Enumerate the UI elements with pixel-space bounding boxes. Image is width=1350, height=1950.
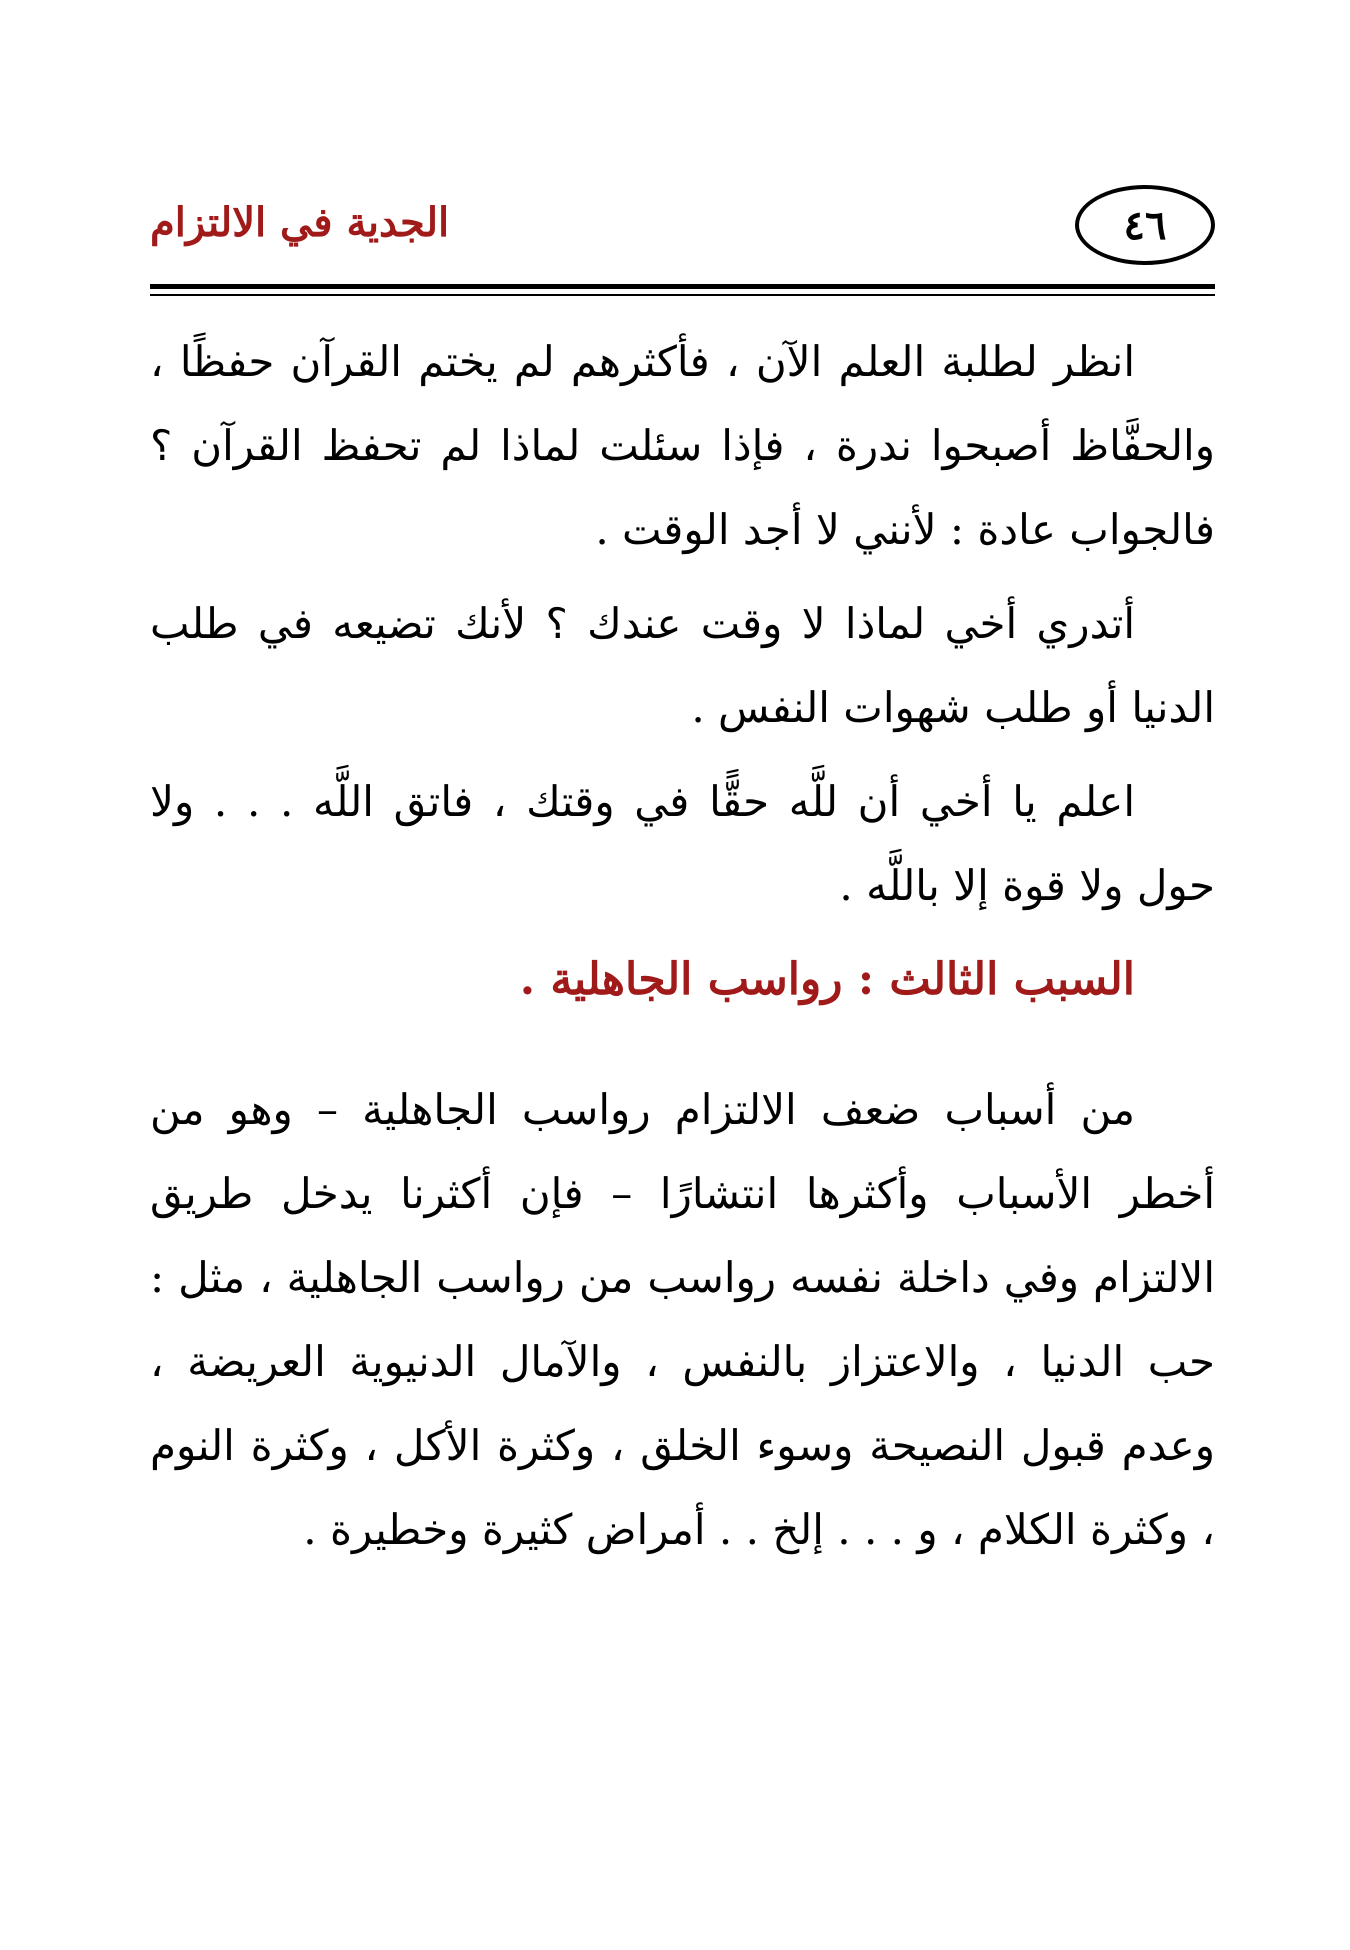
- header-rule-thin: [150, 294, 1215, 296]
- header-rule-thick: [150, 284, 1215, 289]
- paragraph: أتدري أخي لماذا لا وقت عندك ؟ لأنك تضيعه في طلب الدنيا أو طلب شهوات النفس .: [150, 599, 1215, 732]
- paragraph: اعلم يا أخي أن للَّه حقًّا في وقتك ، فاتق اللَّه . . . ولا حول ولا قوة إلا باللَّه .: [150, 777, 1215, 910]
- body-text: [150, 320, 1215, 1582]
- page-number: ٤٦: [1075, 185, 1215, 265]
- section-paragraph: من أسباب ضعف الالتزام رواسب الجاهلية – وهو من أخطر الأسباب وأكثرها انتشارًا – فإن أكثرنا يدخل طريق الالتزام وفي داخلة نفسه رواسب من رواسب الجاهلية ، مثل : حب الدنيا ، والاعتزاز بالنفس ، والآمال الدنيوية العريضة ، وعدم قبول النصيحة وسوء الخلق ، وكثرة الأكل ، وكثرة النوم ، وكثرة الكلام ، و . . . إلخ . . أمراض كثيرة وخطيرة .: [150, 1085, 1215, 1554]
- paragraph: انظر لطلبة العلم الآن ، فأكثرهم لم يختم القرآن حفظًا ، والحفَّاظ أصبحوا ندرة ، فإذا سئلت لماذا لم تحفظ القرآن ؟ فالجواب عادة : لأنني لا أجد الوقت .: [150, 337, 1215, 554]
- running-title: الجدية في الالتزام: [150, 199, 450, 246]
- section-heading: السبب الثالث : رواسب الجاهلية .: [519, 954, 1135, 1005]
- page-header: [150, 185, 1215, 275]
